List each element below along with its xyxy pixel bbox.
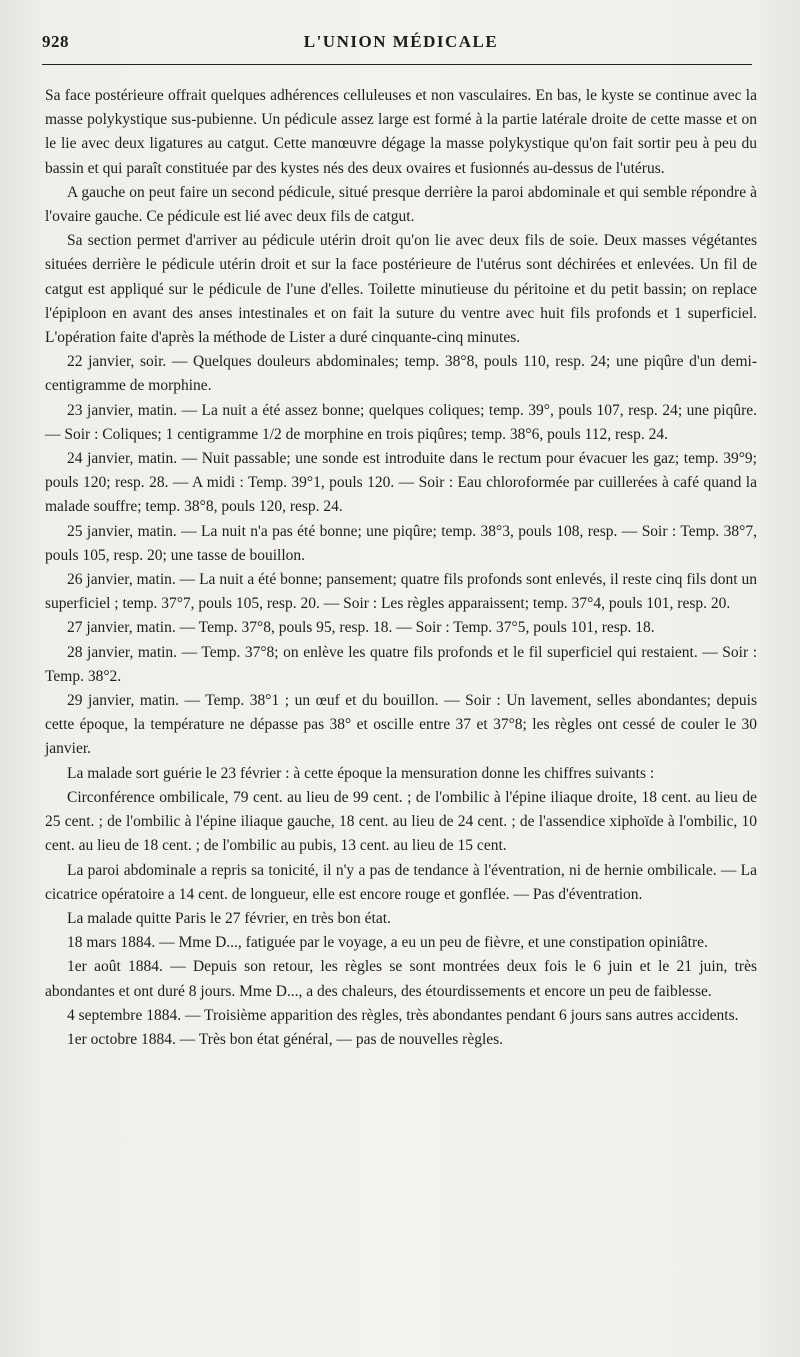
running-title: L'UNION MÉDICALE: [303, 32, 499, 51]
paragraph: Sa face postérieure offrait quelques adhérences celluleuses et non vasculaires. En bas, le kyste se continue avec la masse polykystique sus-pubienne. Un pédicule assez large est formé à la partie latérale droite de cette masse et on le lie avec deux ligatures au catgut. Cette manœuvre dégage la masse polykystique qu'on fait sortir peu à peu du bassin et qui paraît constituée par des kystes nés des deux ovaires et fusionnés au-dessus de l'utérus.: [45, 87, 757, 177]
paragraph: 24 janvier, matin. — Nuit passable; une sonde est introduite dans le rectum pour évacuer les gaz; temp. 39°9; pouls 120; resp. 28. — A midi : Temp. 39°1, pouls 120. — Soir : Eau chloroformée par cuillerées à café quand la malade souffre; temp. 38°8, pouls 120, resp. 24.: [45, 450, 757, 516]
header-rule: [42, 64, 752, 65]
paragraph: 4 septembre 1884. — Troisième apparition des règles, très abondantes pendant 6 jours sans autres accidents.: [67, 1006, 739, 1024]
paragraph: La malade sort guérie le 23 février : à cette époque la mensuration donne les chiffres suivants :: [67, 764, 655, 782]
paragraph: 23 janvier, matin. — La nuit a été assez bonne; quelques coliques; temp. 39°, pouls 107, resp. 24; une piqûre. — Soir : Coliques; 1 centigramme 1/2 de morphine en trois piqûres; temp. 38°6, pouls 112, resp. 24.: [45, 401, 757, 443]
paragraph: 22 janvier, soir. — Quelques douleurs abdominales; temp. 38°8, pouls 110, resp. 24; une piqûre d'un demi-centigramme de morphine.: [45, 353, 757, 395]
paragraph: 27 janvier, matin. — Temp. 37°8, pouls 95, resp. 18. — Soir : Temp. 37°5, pouls 101, resp. 18.: [67, 619, 655, 637]
page-header: [42, 32, 760, 62]
paragraph: La paroi abdominale a repris sa tonicité, il n'y a pas de tendance à l'éventration, ni de hernie ombilicale. — La cicatrice opératoire a 14 cent. de longueur, elle est encore rouge et gonflée. — Pas d'éventration.: [45, 861, 757, 903]
paragraph: 29 janvier, matin. — Temp. 38°1 ; un œuf et du bouillon. — Soir : Un lavement, selles abondantes; depuis cette époque, la température ne dépasse pas 38° et oscille entre 37 et 37°8; les règles ont cessé de couler le 30 janvier.: [45, 692, 757, 758]
paragraph: 1er août 1884. — Depuis son retour, les règles se sont montrées deux fois le 6 juin et le 21 juin, très abondantes et ont duré 8 jours. Mme D..., a des chaleurs, des étourdissements et encore un peu de faiblesse.: [45, 958, 757, 1000]
body-text: [45, 84, 757, 1052]
paragraph: 18 mars 1884. — Mme D..., fatiguée par le voyage, a eu un peu de fièvre, et une constipation opiniâtre.: [67, 934, 708, 952]
paragraph: 28 janvier, matin. — Temp. 37°8; on enlève les quatre fils profonds et le fil superficiel qui restaient. — Soir : Temp. 38°2.: [45, 643, 757, 685]
paragraph: Sa section permet d'arriver au pédicule utérin droit qu'on lie avec deux fils de soie. Deux masses végétantes situées derrière le pédicule utérin droit et sur la face postérieure de l'utérus sont déchirées et enlevées. Un fil de catgut est appliqué sur le pédicule de l'une d'elles. Toilette minutieuse du péritoine et du petit bassin; on replace l'épiploon en avant des anses intestinales et on fait la suture du ventre avec huit fils profonds et 1 superficiel. L'opération faite d'après la méthode de Lister a duré cinquante-cinq minutes.: [45, 232, 757, 347]
page-number: 928: [42, 32, 69, 51]
paragraph: 26 janvier, matin. — La nuit a été bonne; pansement; quatre fils profonds sont enlevés, il reste cinq fils dont un superficiel ; temp. 37°7, pouls 105, resp. 20. — Soir : Les règles apparaissent; temp. 37°4, pouls 101, resp. 20.: [45, 571, 757, 613]
paragraph: A gauche on peut faire un second pédicule, situé presque derrière la paroi abdominale et qui semble répondre à l'ovaire gauche. Ce pédicule est lié avec deux fils de catgut.: [45, 183, 757, 226]
paragraph: 25 janvier, matin. — La nuit n'a pas été bonne; une piqûre; temp. 38°3, pouls 108, resp. — Soir : Temp. 38°7, pouls 105, resp. 20; une tasse de bouillon.: [45, 522, 757, 564]
paragraph: 1er octobre 1884. — Très bon état général, — pas de nouvelles règles.: [67, 1030, 504, 1048]
paragraph: Circonférence ombilicale, 79 cent. au lieu de 99 cent. ; de l'ombilic à l'épine iliaque droite, 18 cent. au lieu de 25 cent. ; de l'ombilic à l'épine iliaque gauche, 18 cent. au lieu de 24 cent. ; de l'assendice xiphoïde à l'ombilic, 10 cent. au lieu de 18 cent. ; de l'ombilic au pubis, 13 cent. au lieu de 15 cent.: [45, 788, 757, 855]
paragraph: La malade quitte Paris le 27 février, en très bon état.: [67, 909, 391, 927]
